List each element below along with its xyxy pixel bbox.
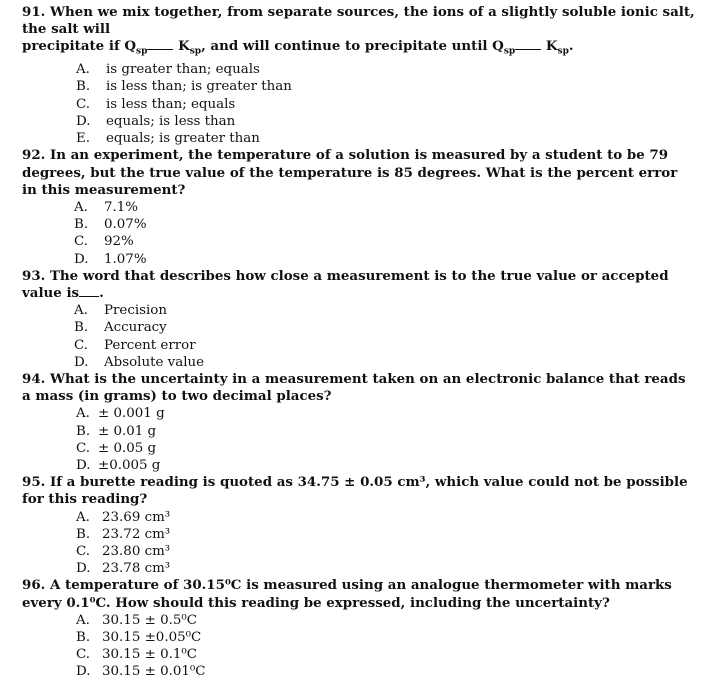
option-text: is less than; is greater than — [106, 79, 292, 95]
answer-blank — [79, 285, 99, 297]
option-text: Precision — [104, 303, 167, 319]
option-b — [74, 319, 696, 336]
option-c — [76, 96, 696, 113]
option-text: ± 0.001 g — [98, 406, 165, 422]
option-letter: B. — [76, 423, 91, 439]
option-text: ± 0.05 g — [98, 440, 157, 456]
option-letter: C. — [76, 440, 91, 456]
option-letter: D. — [76, 113, 91, 129]
option-list — [22, 199, 696, 268]
answer-blank — [147, 38, 173, 50]
question-92 — [22, 147, 696, 267]
option-text: 23.80 cm³ — [102, 543, 171, 559]
question-93 — [22, 268, 696, 371]
option-letter: A. — [76, 406, 90, 422]
option-letter: B. — [76, 629, 91, 645]
option-letter: A. — [76, 62, 90, 78]
question-text: . — [99, 284, 104, 301]
option-a — [76, 612, 696, 629]
question-stem — [22, 4, 696, 61]
option-list — [22, 612, 696, 681]
subscript: sp — [503, 47, 516, 58]
option-list — [22, 302, 696, 371]
option-e — [76, 130, 696, 147]
option-letter: C. — [74, 337, 89, 353]
option-list — [22, 405, 696, 474]
option-text: is greater than; equals — [106, 62, 260, 78]
option-a — [74, 302, 696, 319]
subscript: sp — [557, 47, 569, 58]
option-c — [74, 233, 696, 250]
option-letter: A. — [76, 612, 90, 628]
option-list — [22, 61, 696, 147]
option-d — [76, 560, 696, 577]
option-letter: D. — [74, 251, 89, 267]
option-letter: A. — [74, 303, 88, 319]
option-d — [76, 663, 696, 680]
option-c — [74, 337, 696, 354]
question-text: precipitate if Q — [22, 38, 137, 55]
option-letter: C. — [76, 96, 91, 112]
option-b — [74, 216, 696, 233]
option-a — [76, 61, 696, 78]
question-text: 94. What is the uncertainty in a measurement taken on an electronic balance that reads a mass (in grams) to two decimal places? — [22, 370, 686, 405]
question-91 — [22, 4, 696, 147]
option-letter: C. — [76, 543, 91, 559]
option-letter: C. — [74, 234, 89, 250]
subscript: sp — [189, 47, 202, 58]
option-letter: E. — [76, 131, 91, 147]
option-text: Absolute value — [104, 354, 205, 370]
option-b — [76, 423, 696, 440]
option-text: 30.15 ±0.05⁰C — [102, 629, 202, 645]
option-b — [76, 629, 696, 646]
option-text: 30.15 ± 0.01⁰C — [102, 664, 206, 680]
option-text: Accuracy — [104, 320, 167, 336]
option-text: 1.07% — [104, 251, 147, 267]
option-text: equals; is less than — [106, 113, 236, 129]
option-d — [74, 251, 696, 268]
option-letter: D. — [74, 354, 89, 370]
option-text: 23.69 cm³ — [102, 509, 171, 525]
question-text: K — [173, 38, 190, 55]
option-list — [22, 509, 696, 578]
option-text: 0.07% — [104, 217, 147, 233]
option-d — [76, 457, 696, 474]
option-letter: B. — [74, 320, 89, 336]
option-c — [76, 440, 696, 457]
option-text: equals; is greater than — [106, 131, 260, 147]
option-letter: B. — [76, 79, 91, 95]
option-a — [76, 509, 696, 526]
option-letter: C. — [76, 647, 91, 663]
option-c — [76, 543, 696, 560]
option-a — [76, 405, 696, 422]
option-letter: A. — [74, 199, 88, 215]
question-text: . — [568, 38, 574, 55]
option-d — [74, 354, 696, 371]
question-text: 95. If a burette reading is quoted as 34.75 ± 0.05 cm³, which value could not be possible for this reading? — [22, 474, 688, 508]
question-95 — [22, 474, 696, 577]
question-text: , and will continue to precipitate until Q — [201, 38, 504, 55]
option-text: 92% — [104, 234, 134, 250]
question-text: 91. When we mix together, from separate sources, the ions of a slightly soluble ionic salt, the salt will — [22, 4, 695, 38]
option-d — [76, 113, 696, 130]
question-text: 96. A temperature of 30.15⁰C is measured using an analogue thermometer with marks every 0.1⁰C. How should this reading be expressed, including the uncertainty? — [22, 577, 672, 611]
option-letter: A. — [76, 509, 90, 525]
option-letter: D. — [76, 561, 91, 577]
question-text: K — [541, 38, 558, 55]
answer-blank — [515, 38, 541, 50]
question-94 — [22, 371, 696, 474]
option-text: 30.15 ± 0.5⁰C — [102, 612, 197, 628]
option-a — [74, 199, 696, 216]
option-text: ± 0.01 g — [98, 423, 157, 439]
option-letter: D. — [76, 457, 91, 473]
option-text: is less than; equals — [106, 96, 236, 112]
option-b — [76, 78, 696, 95]
option-text: 23.78 cm³ — [102, 561, 171, 577]
option-text: ±0.005 g — [98, 457, 161, 473]
option-b — [76, 526, 696, 543]
question-text: 92. In an experiment, the temperature of a solution is measured by a student to be 79 degrees, but the true value of the temperature is 85 degrees. What is the percent error in this measurement? — [22, 147, 678, 198]
subscript: sp — [136, 47, 148, 58]
option-text: 23.72 cm³ — [102, 526, 171, 542]
option-text: 7.1% — [104, 199, 139, 215]
option-c — [76, 646, 696, 663]
option-letter: B. — [74, 217, 89, 233]
option-text: 30.15 ± 0.1⁰C — [102, 647, 197, 663]
question-stem — [22, 268, 696, 302]
option-text: Percent error — [104, 337, 196, 353]
question-text: 93. The word that describes how close a measurement is to the true value or accepted value is — [22, 267, 669, 301]
question-96 — [22, 577, 696, 680]
option-letter: D. — [76, 664, 91, 680]
option-letter: B. — [76, 526, 91, 542]
